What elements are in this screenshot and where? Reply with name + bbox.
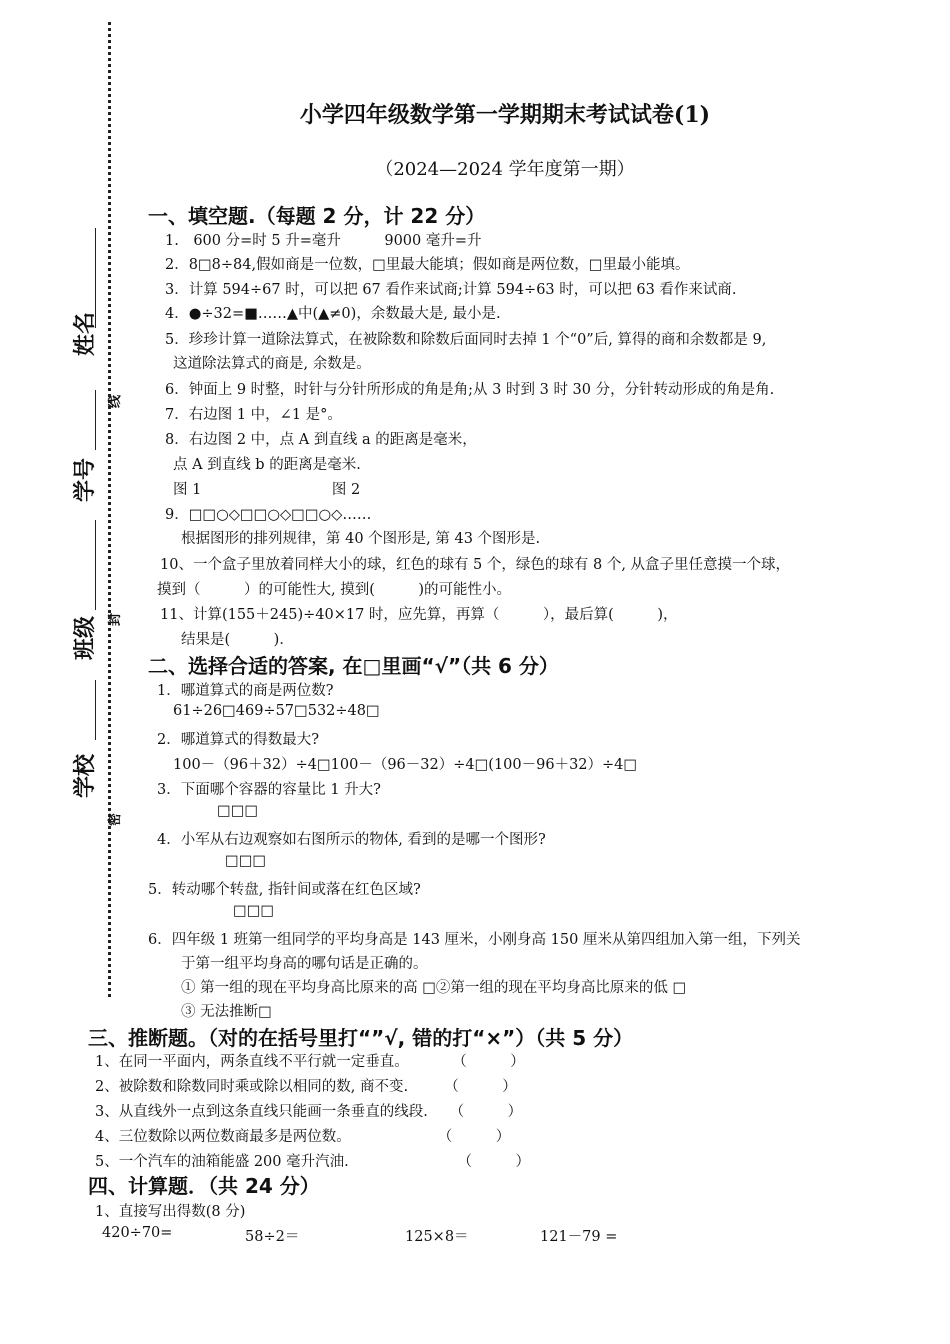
q2-line: 2．8□8÷84,假如商是一位数，□里最大能填；假如商是两位数，□里最小能填。 [165, 257, 690, 273]
s2-q5: 5．转动哪个转盘, 指针间或落在红色区域? [148, 882, 421, 898]
figure-labels: 图 1 图 2 [173, 482, 361, 498]
page-subtitle: （2024—2024 学年度第一期） [375, 159, 635, 180]
class-label: 班级 [73, 615, 98, 660]
q8-line-cont: 点 A 到直线 b 的距离是毫米. [173, 457, 361, 473]
page-title: 小学四年级数学第一学期期末考试试卷(1) [299, 102, 711, 128]
q5-line: 5．珍珍计算一道除法算式，在被除数和除数后面同时去掉 1 个“0”后, 算得的商和余数都是 9, [165, 332, 767, 348]
s2-q1: 1．哪道算式的商是两位数? [157, 683, 334, 699]
q9-line: 9．□□○◇□□○◇□□○◇…… [165, 507, 372, 523]
q11-line-cont: 结果是( )． [181, 632, 294, 648]
number-label: 学号 [73, 457, 98, 502]
s3-item-2: 2、被除数和除数同时乘或除以相同的数, 商不变. （ ） [95, 1079, 517, 1095]
class-blank-line [95, 520, 96, 610]
binding-mark-feng: 封 [108, 612, 123, 626]
s3-item-4: 4、三位数除以两位数商最多是两位数。 （ ） [95, 1129, 511, 1145]
q10-line-cont: 摸到（ ）的可能性大, 摸到( )的可能性小。 [157, 582, 512, 598]
q5-line-cont: 这道除法算式的商是, 余数是。 [173, 356, 371, 372]
q11-line: 11、计算(155＋245)÷40×17 时，应先算，再算（ ），最后算( )， [160, 607, 678, 623]
s2-q4-options: □□□ [225, 853, 267, 869]
s4-sub: 1、直接写出得数(8 分) [95, 1204, 246, 1220]
q7-line: 7．右边图 1 中，∠1 是°。 [165, 407, 342, 423]
s2-q2: 2．哪道算式的得数最大? [157, 732, 319, 748]
school-label: 学校 [73, 753, 98, 798]
calc-1: 420÷70= [102, 1225, 173, 1241]
s2-q5-options: □□□ [233, 903, 275, 919]
calc-4: 121－79 = [540, 1229, 618, 1245]
q4-line: 4．●÷32=■……▲中(▲≠0)，余数最大是, 最小是. [165, 306, 501, 322]
s2-q6-options-2: ③ 无法推断□ [181, 1004, 272, 1020]
section-3-heading: 三、推断题。（对的在括号里打“”√, 错的打“×”）（共 5 分） [88, 1026, 634, 1050]
section-1-heading: 一、填空题.（每题 2 分，计 22 分） [148, 204, 486, 228]
s2-q2-options: 100－（96＋32）÷4□100－（96－32）÷4□(100－96＋32）÷4□ [173, 757, 638, 773]
s2-q6-cont: 于第一组平均身高的哪句话是正确的。 [181, 956, 428, 972]
s3-item-5: 5、一个汽车的油箱能盛 200 毫升汽油. （ ） [95, 1154, 530, 1170]
q6-line: 6．钟面上 9 时整，时针与分针所形成的角是角;从 3 时到 3 时 30 分，分针转动形成的角是角. [165, 382, 775, 398]
binding-mark-mi: 密 [108, 812, 123, 826]
name-label: 姓名 [73, 311, 98, 356]
s2-q6-options-1: ① 第一组的现在平均身高比原来的高 □②第一组的现在平均身高比原来的低 □ [181, 980, 687, 996]
q10-line: 10、一个盒子里放着同样大小的球，红色的球有 5 个，绿色的球有 8 个, 从盒子里任意摸一个球， [160, 557, 791, 573]
s2-q3-options: □□□ [217, 803, 259, 819]
q8-line: 8．右边图 2 中，点 A 到直线 a 的距离是毫米， [165, 432, 477, 448]
school-blank-line [95, 680, 96, 740]
section-4-heading: 四、计算题．（共 24 分） [88, 1174, 320, 1198]
s2-q6: 6．四年级 1 班第一组同学的平均身高是 143 厘米，小刚身高 150 厘米从第四组加入第一组，下列关 [148, 932, 801, 948]
s3-item-3: 3、从直线外一点到这条直线只能画一条垂直的线段. （ ） [95, 1104, 523, 1120]
q1-line: 1. 600 分=时 5 升=毫升 9000 毫升=升 [165, 233, 482, 249]
s2-q1-options: 61÷26□469÷57□532÷48□ [173, 703, 380, 719]
calc-2: 58÷2＝ [245, 1229, 300, 1245]
s3-item-1: 1、在同一平面内，两条直线不平行就一定垂直。 （ ） [95, 1054, 525, 1070]
section-2-heading: 二、选择合适的答案, 在□里画“√”（共 6 分） [148, 654, 559, 678]
binding-mark-xian: 线 [108, 394, 123, 408]
s2-q3: 3．下面哪个容器的容量比 1 升大? [157, 782, 381, 798]
s2-q4: 4．小军从右边观察如右图所示的物体, 看到的是哪一个图形? [157, 832, 546, 848]
q3-line: 3．计算 594÷67 时，可以把 67 看作来试商;计算 594÷63 时，可以把 63 看作来试商. [165, 282, 737, 298]
q9-line-cont: 根据图形的排列规律，第 40 个图形是, 第 43 个图形是. [181, 531, 541, 547]
calc-3: 125×8＝ [405, 1229, 469, 1245]
number-blank-line [95, 390, 96, 450]
